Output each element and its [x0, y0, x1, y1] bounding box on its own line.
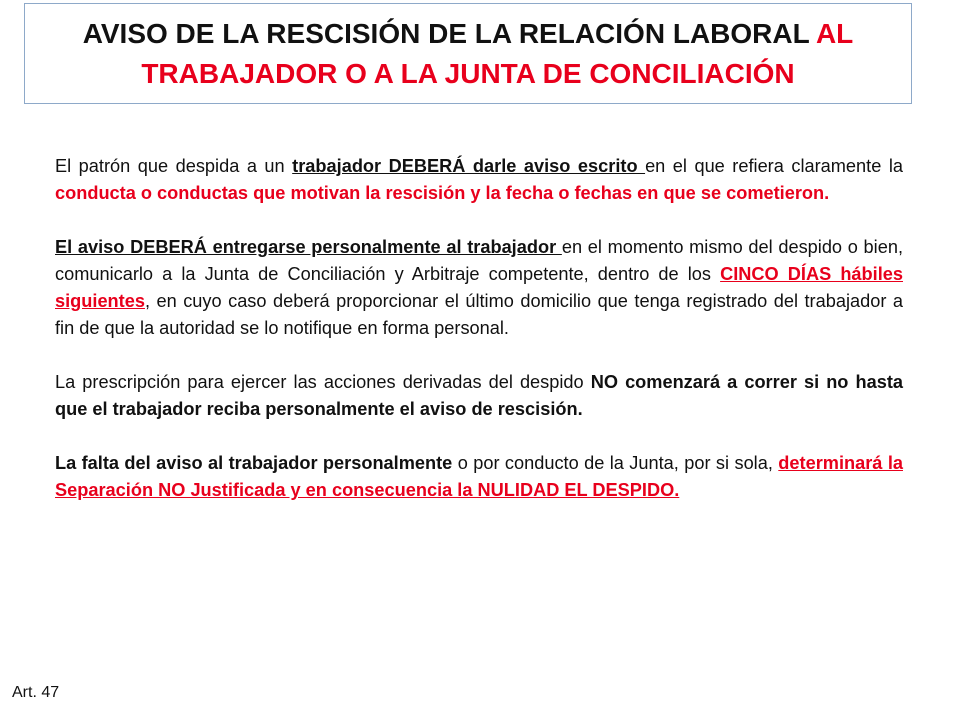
p4-text-1: o por conducto de la Junta, por si sola, [452, 453, 779, 473]
title-line-1 [83, 14, 854, 54]
p1-emphasis-conductas: conducta o conductas que motivan la rescisión y la fecha o fechas en que se cometieron. [55, 183, 830, 203]
p1-text-1: El patrón que despida a un [55, 156, 293, 176]
p4-emphasis-falta-aviso: La falta del aviso al trabajador personalmente [55, 453, 453, 473]
title-part-red: AL [815, 17, 854, 49]
p4-emphasis-nulidad: determinará la Separación NO Justificada y en consecuencia la NULIDAD EL DESPIDO. [55, 453, 903, 500]
p1-text-2: en el que refiera claramente la [645, 156, 903, 176]
p3-emphasis-no-comenzara: NO comenzará a correr si no hasta que el trabajador reciba personalmente el aviso de rescisión. [55, 372, 903, 419]
p2-emphasis-cinco-dias: CINCO DÍAS hábiles siguientes [55, 264, 903, 311]
article-reference: Art. 47 [12, 684, 60, 701]
body-text [55, 153, 903, 531]
p2-emphasis-entrega: El aviso DEBERÁ entregarse personalmente al trabajador [55, 237, 562, 257]
paragraph-prescripcion [55, 369, 903, 423]
p2-text-1: en el momento mismo del despido o bien, comunicarlo a la Junta de Conciliación y Arbitraje competente, dentro de los [55, 237, 903, 284]
paragraph-falta-aviso [55, 450, 903, 504]
p2-text-2: , en cuyo caso deberá proporcionar el último domicilio que tenga registrado del trabajador a fin de que la autoridad se lo notifique en forma personal. [55, 291, 903, 338]
paragraph-aviso-escrito [55, 153, 903, 207]
title-line-2: TRABAJADOR O A LA JUNTA DE CONCILIACIÓN [141, 57, 795, 89]
paragraph-entrega-personal [55, 234, 903, 342]
title-part-black: AVISO DE LA RESCISIÓN DE LA RELACIÓN LABORAL [82, 17, 816, 49]
p3-text-1: La prescripción para ejercer las acciones derivadas del despido [55, 372, 591, 392]
p1-emphasis-deberá-aviso: trabajador DEBERÁ darle aviso escrito [292, 156, 646, 176]
title-box [24, 3, 912, 104]
